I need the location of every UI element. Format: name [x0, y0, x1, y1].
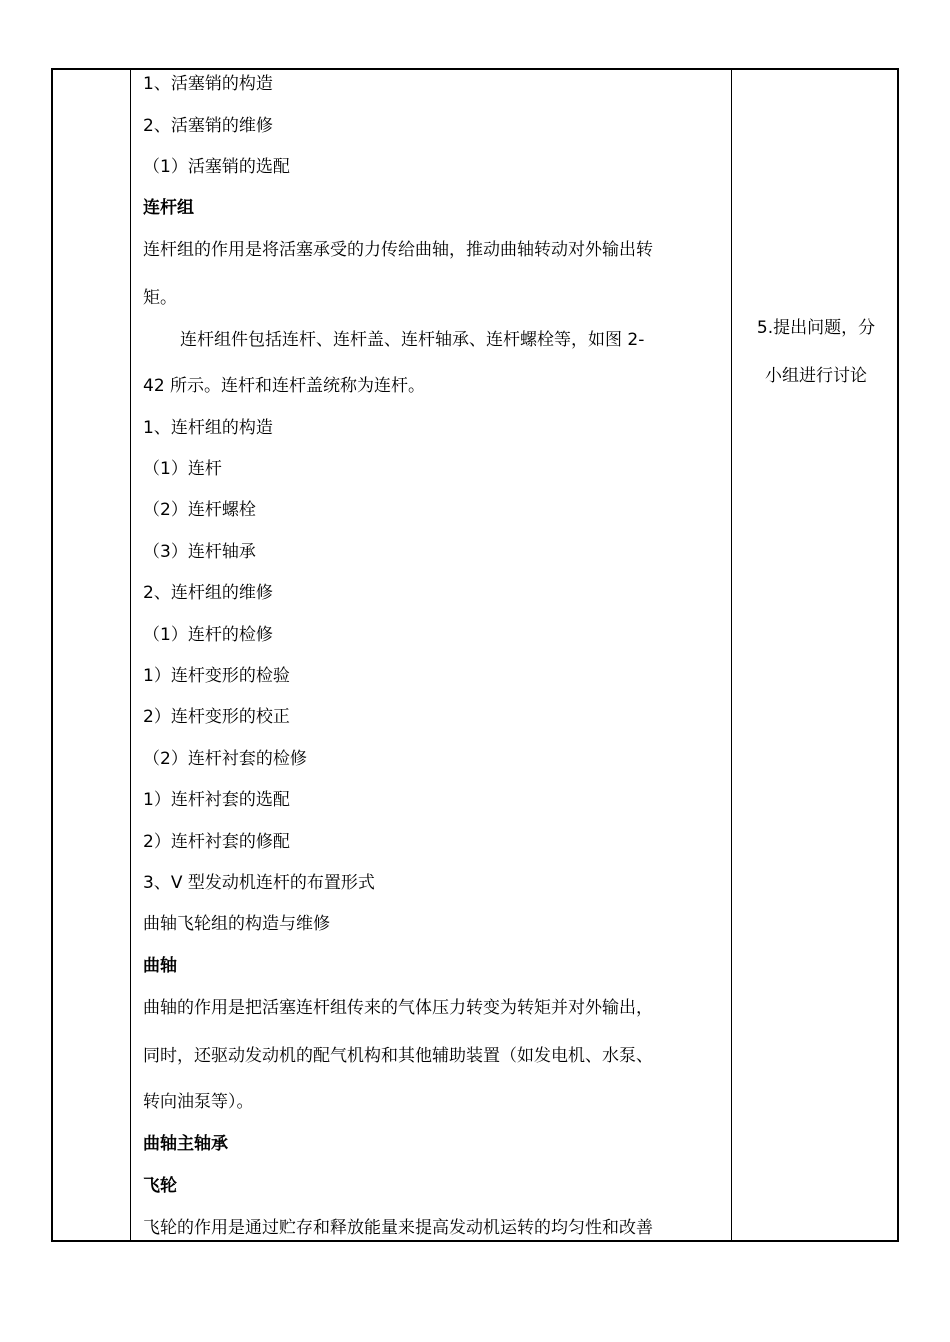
text-line: 同时，还驱动发动机的配气机构和其他辅助装置（如发电机、水泵、 [143, 1046, 653, 1066]
column-divider-1 [130, 68, 131, 1242]
text-line: 2、活塞销的维修 [143, 116, 273, 136]
text-line: 1）连杆衬套的选配 [143, 790, 290, 810]
section-heading: 曲轴 [143, 956, 177, 976]
text-line: 2）连杆衬套的修配 [143, 832, 290, 852]
text-line: （1）连杆的检修 [143, 625, 273, 645]
text-line: （2）连杆衬套的检修 [143, 749, 307, 769]
text-line: 飞轮的作用是通过贮存和释放能量来提高发动机运转的均匀性和改善 [143, 1218, 653, 1238]
text-line: 曲轴的作用是把活塞连杆组传来的气体压力转变为转矩并对外输出， [143, 998, 653, 1018]
section-heading: 曲轴主轴承 [143, 1134, 228, 1154]
text-line: 1）连杆变形的检验 [143, 666, 290, 686]
section-heading: 连杆组 [143, 198, 194, 218]
text-line: （3）连杆轴承 [143, 542, 256, 562]
lesson-table [51, 68, 899, 1242]
text-line: 连杆组的作用是将活塞承受的力传给曲轴，推动曲轴转动对外输出转 [143, 240, 653, 260]
text-line: （2）连杆螺栓 [143, 500, 256, 520]
text-line: 3、V 型发动机连杆的布置形式 [143, 873, 375, 893]
text-line: 矩。 [143, 288, 177, 308]
text-line: 1、活塞销的构造 [143, 74, 273, 94]
text-line: （1）活塞销的选配 [143, 157, 290, 177]
text-line: 2）连杆变形的校正 [143, 707, 290, 727]
text-line: 连杆组件包括连杆、连杆盖、连杆轴承、连杆螺栓等，如图 2- [180, 330, 645, 350]
text-line: 2、连杆组的维修 [143, 583, 273, 603]
text-line: 42 所示。连杆和连杆盖统称为连杆。 [143, 376, 426, 396]
section-heading: 飞轮 [143, 1176, 177, 1196]
text-line: 1、连杆组的构造 [143, 418, 273, 438]
activity-text-line-2: 小组进行讨论 [765, 366, 867, 386]
text-line: 曲轴飞轮组的构造与维修 [143, 914, 330, 934]
text-line: （1）连杆 [143, 459, 222, 479]
column-divider-2 [731, 68, 732, 1242]
activity-text-line-1: 5.提出问题，分 [756, 318, 876, 338]
text-line: 转向油泵等）。 [143, 1092, 254, 1112]
